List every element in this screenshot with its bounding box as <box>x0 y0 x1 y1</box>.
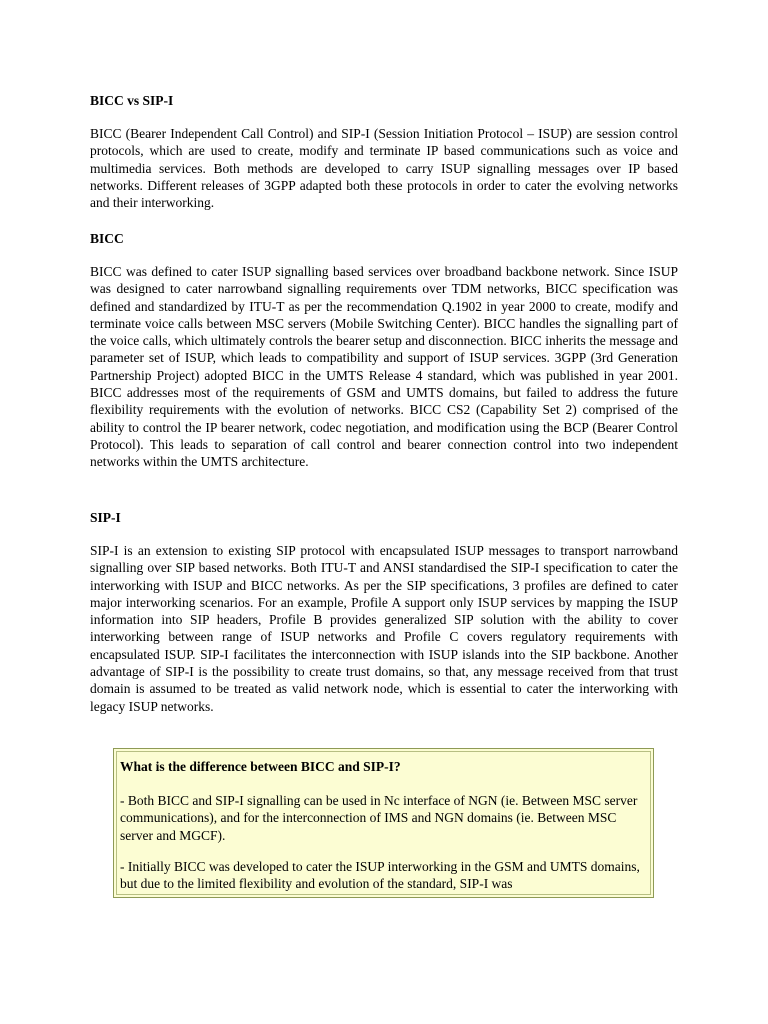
sipi-paragraph: SIP-I is an extension to existing SIP protocol with encapsulated ISUP messages to transport narrowband signalling over SIP based networks. Both ITU-T and ANSI standardised the SIP-I specification to cater the interworking with ISUP and BICC networks. As per the SIP specifications, 3 profiles are defined to cater major interworking scenarios. For an example, Profile A support only ISUP services by mapping the ISUP information into SIP headers, Profile B provides generalized SIP solution with the ability to cover interworking between range of ISUP networks and Profile C covers regulatory requirements with encapsulated ISUP. SIP-I facilitates the interconnection with ISUP islands into the SIP backbone. Another advantage of SIP-I is the possibility to create trust domains, so that, any message received from that trust domain is assumed to be treated as valid network node, which is essential to cater the interworking with legacy ISUP networks. <box>90 543 678 714</box>
section-heading-bicc: BICC <box>90 231 124 246</box>
page-title: BICC vs SIP-I <box>90 93 174 108</box>
difference-callout-box <box>113 748 654 898</box>
callout-inner-border <box>116 751 651 895</box>
intro-paragraph: BICC (Bearer Independent Call Control) and SIP-I (Session Initiation Protocol – ISUP) are session control protocols, which are used to create, modify and terminate IP based communications such as voice and multimedia services. Both methods are developed to carry ISUP signalling messages over IP based networks. Different releases of 3GPP adapted both these protocols in order to cater the evolving networks and their interworking. <box>90 126 678 211</box>
callout-point-2: - Initially BICC was developed to cater the ISUP interworking in the GSM and UMTS domains, but due to the limited flexibility and evolution of the standard, SIP-I was <box>120 859 640 892</box>
bicc-paragraph: BICC was defined to cater ISUP signalling based services over broadband backbone network. Since ISUP was designed to cater narrowband signalling requirements over TDM networks, BICC specification was defined and standardized by ITU-T as per the recommendation Q.1902 in year 2000 to create, modify and terminate voice calls between MSC servers (Mobile Switching Center). BICC handles the signalling part of the voice calls, which ultimately controls the bearer setup and disconnection. BICC inherits the message and parameter set of ISUP, which leads to compatibility and support of ISUP services. 3GPP (3rd Generation Partnership Project) adopted BICC in the UMTS Release 4 standard, which was published in year 2001. BICC addresses most of the requirements of GSM and UMTS domains, but failed to address the future flexibility requirements with the evolution of networks. BICC CS2 (Capability Set 2) comprised of the ability to control the IP bearer network, codec negotiation, and modification using the BCP (Bearer Control Protocol). This leads to separation of call control and bearer connection control into two independent networks within the UMTS architecture. <box>90 264 678 470</box>
callout-point-1: - Both BICC and SIP-I signalling can be used in Nc interface of NGN (ie. Between MSC server communications), and for the interconnection of IMS and NGN domains (ie. Between MSC server and MGCF). <box>120 793 638 843</box>
section-heading-sipi: SIP-I <box>90 510 121 525</box>
callout-title: What is the difference between BICC and SIP-I? <box>120 759 401 774</box>
